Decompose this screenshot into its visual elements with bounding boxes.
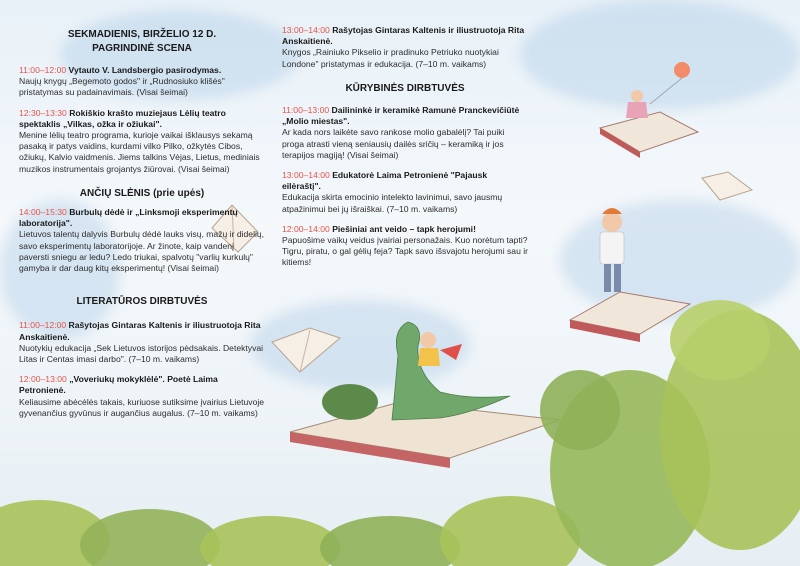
event-time: 12:30–13:30 (19, 107, 67, 118)
event-time: 11:00–13:00 (282, 105, 330, 116)
event-description: Knygos „Rainiuko Pikselio ir pradinuko Petriuko nuotykiai Londone" pristatymas ir edukacija. (7–10 m. vaikams) (282, 47, 499, 69)
event-title: Burbulų dėdė ir „Linksmoji eksperimentų laboratorija". (19, 207, 238, 229)
schedule-item (19, 207, 265, 274)
main-stage-heading: PAGRINDINĖ SCENA (92, 43, 192, 54)
schedule-item (282, 25, 528, 70)
program-column-middle (282, 0, 528, 269)
flying-book-icon (272, 328, 340, 372)
event-title: Dailininkė ir keramikė Ramunė Pranckevičiūtė „Molio miestas". (282, 105, 520, 127)
book-with-girl-illustration (600, 62, 698, 158)
schedule-item (282, 224, 528, 269)
event-title: „Voveriukų mokyklėlė". Poetė Laima Petronienė. (19, 374, 218, 396)
event-description: Menine lėlių teatro programa, kurioje vaikai išklausys sekamą pasaką ir patys vaidins, kurdami vilko Pilko, ožkytės Cibos, ožiukų, Kalvio vaidmenis. Jiems talkins Vėjas, Lietus, mediniais muzikos instrumentais grojantys žiūrovai. (Visai šeimai) (19, 130, 260, 174)
section-heading-anciu: ANČIŲ SLĖNIS (prie upės) (79, 187, 205, 199)
event-time: 12:00–14:00 (282, 223, 330, 234)
schedule-item (282, 105, 528, 161)
event-title: Edukatorė Laima Petronienė "Pajausk eilėraštį". (282, 170, 488, 192)
event-time: 11:00–12:00 (19, 320, 67, 331)
event-time: 12:00–13:00 (19, 374, 67, 385)
event-description: Nuotykių edukacija „Sek Lietuvos istorijos pėdsakais. Detektyvai Litas ir Centas imasi darbo". (7–10 m. vaikams) (19, 342, 264, 365)
event-description: Naujų knygų „Begemoto godos" ir „Rudnosiuko klišės" pristatymas su padainavimais. (Visai šeimai) (19, 76, 225, 98)
event-description: Lietuvos talentų dalyvis Burbulų dėdė lauks visų, mažų ir didelių, savo eksperimentų laboratorijoje. Ar žinote, kaip vandenį paversti sniegu ar ledu? Ledo triukai, spalvotų "varlių kurkulų" gamyba ir dar daug kitų eksperimentų! (Visai šeimai) (19, 229, 265, 274)
section-heading-literaturos: LITERATŪROS DIRBTUVĖS (76, 296, 208, 308)
flying-book-icon (702, 172, 752, 200)
event-title: Rašytojas Gintaras Kaltenis ir iliustruotoja Rita Anskaitienė. (282, 25, 525, 47)
event-description: Keliausime abėcėlės takais, kuriuose sutiksime įvairius Lietuvoje gyvenančius gyvūnus ir augančius augalus. (7–10 m. vaikams) (19, 396, 265, 418)
program-date: SEKMADIENIS, BIRŽELIO 12 D. (67, 29, 217, 40)
event-time: 11:00–12:00 (19, 65, 67, 75)
section-heading-kurybines: KŪRYBINĖS DIRBTUVĖS (345, 82, 465, 94)
event-title: Piešiniai ant veido – tapk herojumi! (332, 223, 476, 234)
program-column-left (19, 0, 265, 419)
event-description: Papuošime vaikų veidus įvairiai personažais. Kuo norėtum tapti? Tigru, piratu, o gal gėlių feja? Tapk savo išsvajotu herojumi sau ir kitiems! (282, 235, 529, 268)
event-title: Rašytojas Gintaras Kaltenis ir iliustruotoja Rita Anskaitienė. (19, 320, 261, 342)
schedule-item (19, 108, 265, 175)
schedule-item (282, 170, 528, 215)
schedule-item (19, 65, 265, 99)
event-description: Ar kada nors laikėte savo rankose molio gabalėlį? Tai puiki proga atrasti vieną seniausių dailės sričių – keramiką ir jos terapijos magiją! (Visai šeimai) (282, 127, 505, 160)
book-with-scientist-illustration (570, 208, 690, 342)
event-title: Rokiškio krašto muziejaus Lėlių teatro spektaklis „Vilkas, ožka ir ožiukai". (19, 107, 226, 129)
event-time: 13:00–14:00 (282, 25, 330, 35)
event-description: Edukacija skirta emocinio intelekto lavinimui, savo jausmų atpažinimui bei jų išraiškai. (7–10 m. vaikams) (282, 192, 503, 214)
event-time: 13:00–14:00 (282, 170, 330, 181)
schedule-item (19, 320, 265, 365)
schedule-item (19, 374, 265, 419)
event-title: Vytauto V. Landsbergio pasirodymas. (68, 65, 222, 75)
event-time: 14:00–15:30 (19, 207, 67, 218)
